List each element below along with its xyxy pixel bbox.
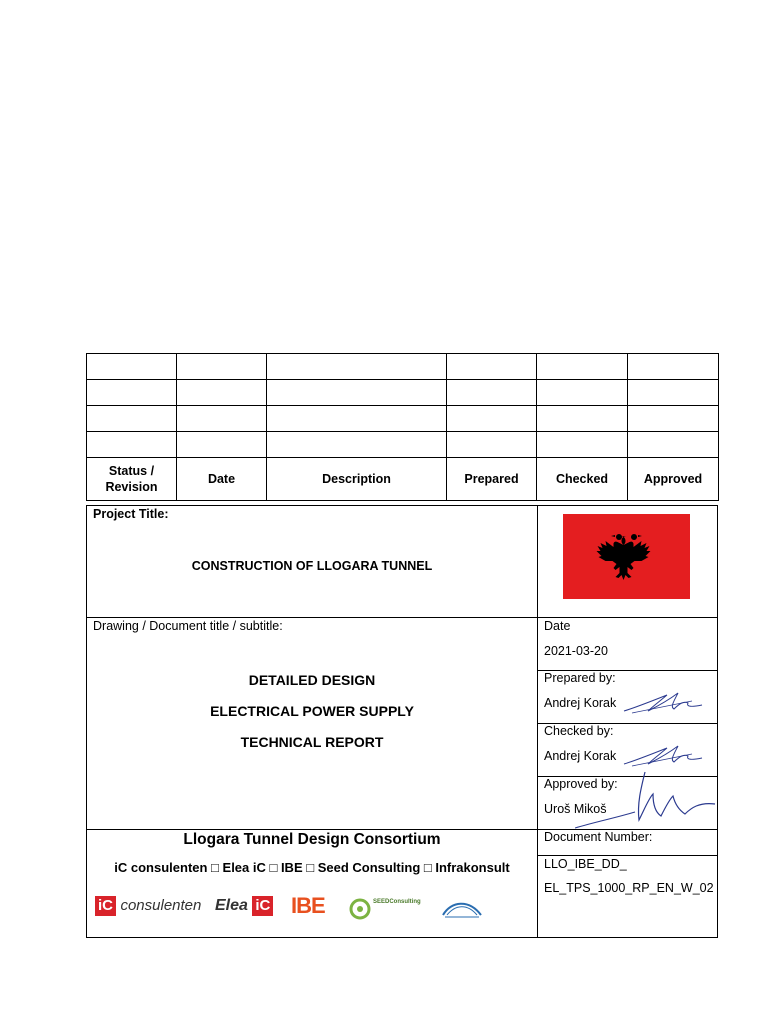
- consortium-title: Llogara Tunnel Design Consortium: [183, 831, 441, 848]
- revision-row: [87, 354, 719, 380]
- prepared-label: Prepared by:: [544, 671, 616, 685]
- date-value: 2021-03-20: [544, 644, 608, 658]
- seed-consulting-logo: [349, 897, 421, 921]
- document-title-line-1: DETAILED DESIGN: [248, 672, 376, 688]
- date-label: Date: [544, 619, 571, 633]
- ibe-text: IBE: [291, 893, 325, 918]
- project-title-label: Project Title:: [93, 507, 169, 521]
- albania-flag-icon: [563, 514, 690, 599]
- revision-row: [87, 406, 719, 432]
- header-prepared: Prepared: [447, 458, 537, 501]
- revision-table: [86, 353, 719, 501]
- header-status-revision: Status / Revision: [87, 458, 177, 501]
- docnum-label: Document Number:: [544, 830, 653, 844]
- prepared-box: [537, 670, 718, 724]
- elea-text: Elea: [215, 897, 248, 914]
- seed-consulting-text: SEEDConsulting: [373, 899, 421, 905]
- document-title-label: Drawing / Document title / subtitle:: [93, 619, 283, 633]
- prepared-value: Andrej Korak: [544, 696, 617, 710]
- document-title-box: [86, 617, 538, 830]
- header-approved: Approved: [628, 458, 719, 501]
- approved-signature: [575, 768, 725, 830]
- elea-ic-badge: iC: [252, 896, 273, 916]
- docnum-value-box: [537, 855, 718, 938]
- ibe-logo: [291, 893, 325, 919]
- ic-consulenten-logo: [95, 896, 201, 916]
- document-title-line-3: TECHNICAL REPORT: [240, 734, 384, 750]
- docnum-label-box: [537, 829, 718, 856]
- revision-row: [87, 432, 719, 458]
- checked-label: Checked by:: [544, 724, 614, 738]
- docnum-line-2: EL_TPS_1000_RP_EN_W_02: [544, 881, 714, 895]
- docnum-line-1: LLO_IBE_DD_: [544, 857, 627, 871]
- ic-consulenten-text: consulenten: [120, 897, 202, 914]
- revision-header-row: [87, 458, 719, 501]
- header-checked: Checked: [537, 458, 628, 501]
- revision-row: [87, 380, 719, 406]
- ic-badge: iC: [95, 896, 116, 916]
- date-box: [537, 617, 718, 671]
- approved-label: Approved by:: [544, 777, 618, 791]
- infrakonsult-logo: [439, 897, 485, 926]
- approved-value: Uroš Mikoš: [544, 802, 607, 816]
- prepared-signature: [622, 687, 712, 717]
- header-date: Date: [177, 458, 267, 501]
- project-title: CONSTRUCTION OF LLOGARA TUNNEL: [191, 559, 433, 573]
- consortium-members: iC consulenten □ Elea iC □ IBE □ Seed Consulting □ Infrakonsult: [114, 860, 510, 875]
- infrakonsult-mark: [439, 897, 485, 921]
- project-title-box: [86, 505, 538, 618]
- consortium-box: [86, 829, 538, 938]
- document-title-line-2: ELECTRICAL POWER SUPPLY: [210, 703, 414, 719]
- header-description: Description: [267, 458, 447, 501]
- checked-signature: [622, 740, 712, 770]
- elea-ic-logo: [215, 896, 273, 916]
- checked-value: Andrej Korak: [544, 749, 617, 763]
